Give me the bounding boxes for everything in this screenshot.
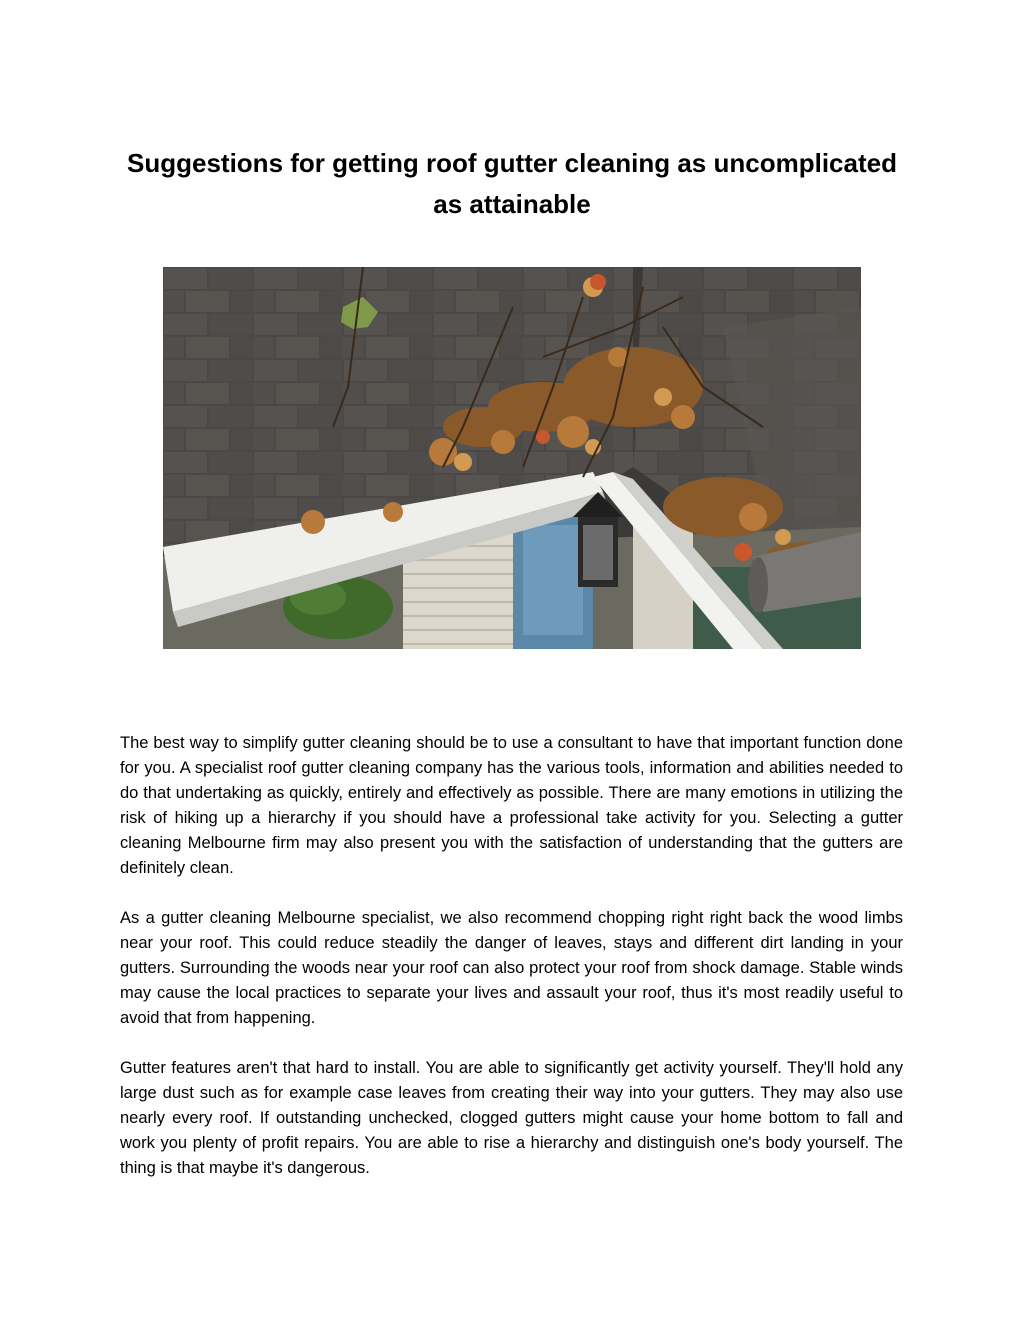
article-body <box>120 731 903 1206</box>
paragraph-3: Gutter features aren't that hard to install. You are able to significantly get activity yourself. They'll hold any large dust such as for example case leaves from creating their way into your gutters. They may also use nearly every roof. If outstanding unchecked, clogged gutters might cause your home bottom to fall and work you plenty of profit repairs. You are able to rise a hierarchy and distinguish one's body yourself. The thing is that maybe it's dangerous. <box>120 1059 903 1177</box>
document-title: Suggestions for getting roof gutter cleaning as uncomplicated as attainable <box>127 148 897 219</box>
gutter-photo <box>163 267 861 649</box>
paragraph-2: As a gutter cleaning Melbourne specialist, we also recommend chopping right right back the wood limbs near your roof. This could reduce steadily the danger of leaves, stays and different dirt landing in your gutters. Surrounding the woods near your roof can also protect your roof from shock damage. Stable winds may cause the local practices to separate your lives and assault your roof, thus it's most readily useful to avoid that from happening. <box>120 909 903 1027</box>
paragraph-1: The best way to simplify gutter cleaning should be to use a consultant to have that important function done for you. A specialist roof gutter cleaning company has the various tools, information and abilities needed to do that undertaking as quickly, entirely and effectively as possible. There are many emotions in utilizing the risk of hiking up a hierarchy if you should have a professional take activity for you. Selecting a gutter cleaning Melbourne firm may also present you with the satisfaction of understanding that the gutters are definitely clean. <box>120 734 903 877</box>
